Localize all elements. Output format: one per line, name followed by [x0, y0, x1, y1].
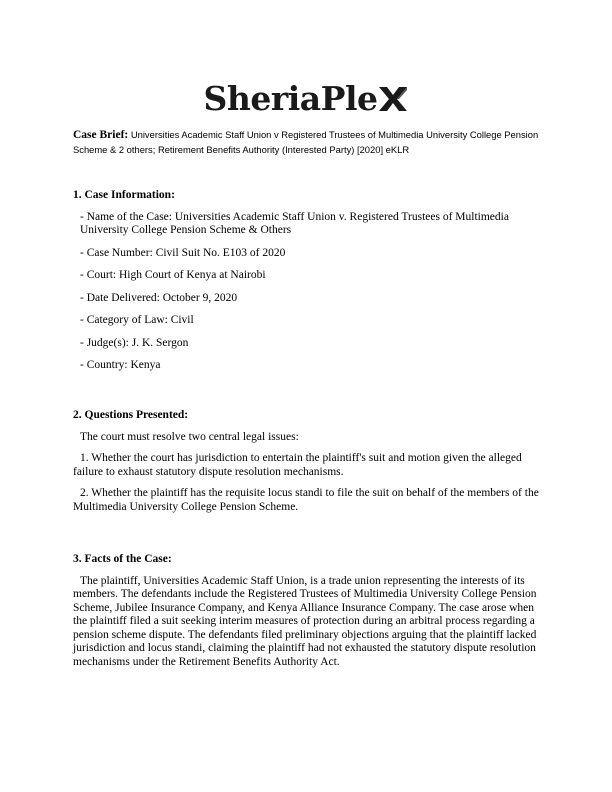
- section-heading: 2. Questions Presented:: [73, 409, 189, 421]
- case-brief-label: Case Brief:: [73, 129, 129, 141]
- section-heading: 1. Case Information:: [73, 189, 175, 201]
- section-heading: 3. Facts of the Case:: [73, 553, 172, 565]
- list-item: - Judge(s): J. K. Sergon: [80, 336, 189, 349]
- section-questions-presented: [73, 409, 541, 514]
- list-item: - Name of the Case: Universities Academic Staff Union v. Registered Trustees of Multimedia University College Pension Scheme & Others: [80, 210, 509, 236]
- list-item: 2. Whether the plaintiff has the requisite locus standi to file the suit on behalf of the members of the Multimedia University College Pension Scheme.: [73, 487, 539, 513]
- logo-wordmark: SheriaPle: [203, 78, 378, 118]
- facts-paragraph: The plaintiff, Universities Academic Staff Union, is a trade union representing the interests of its members. The defendants include the Registered Trustees of Multimedia University College Pension Scheme, Jubilee Insurance Company, and Kenya Alliance Insurance Company. The case arose when the plaintiff filed a suit seeking interim measures of protection during an arbitral process regarding a pension scheme dispute. The defendants filed preliminary objections arguing that the plaintiff lacked jurisdiction and locus standi, claiming the plaintiff had not exhausted the statutory dispute resolution mechanisms under the Retirement Benefits Authority Act.: [73, 574, 537, 668]
- section-intro: The court must resolve two central legal issues:: [80, 430, 299, 443]
- list-item: 1. Whether the court has jurisdiction to entertain the plaintiff's suit and motion given the alleged failure to exhaust statutory dispute resolution mechanisms.: [73, 452, 522, 478]
- case-brief-text: Universities Academic Staff Union v Registered Trustees of Multimedia University College Pension Scheme & 2 others; Retirement Benefits Authority (Interested Party) [2020] eKLR: [73, 129, 539, 155]
- list-item: - Country: Kenya: [80, 359, 161, 371]
- list-item: - Court: High Court of Kenya at Nairobi: [80, 269, 266, 281]
- section-case-information: [73, 189, 541, 373]
- list-item: - Case Number: Civil Suit No. E103 of 2020: [80, 246, 286, 259]
- section-facts-of-the-case: [73, 553, 541, 669]
- list-item: - Date Delivered: October 9, 2020: [80, 291, 238, 304]
- sheriaplex-logo: [0, 74, 612, 122]
- list-item: - Category of Law: Civil: [80, 314, 194, 326]
- case-brief-title: [73, 128, 543, 156]
- logo-x-mark-icon: [378, 85, 408, 113]
